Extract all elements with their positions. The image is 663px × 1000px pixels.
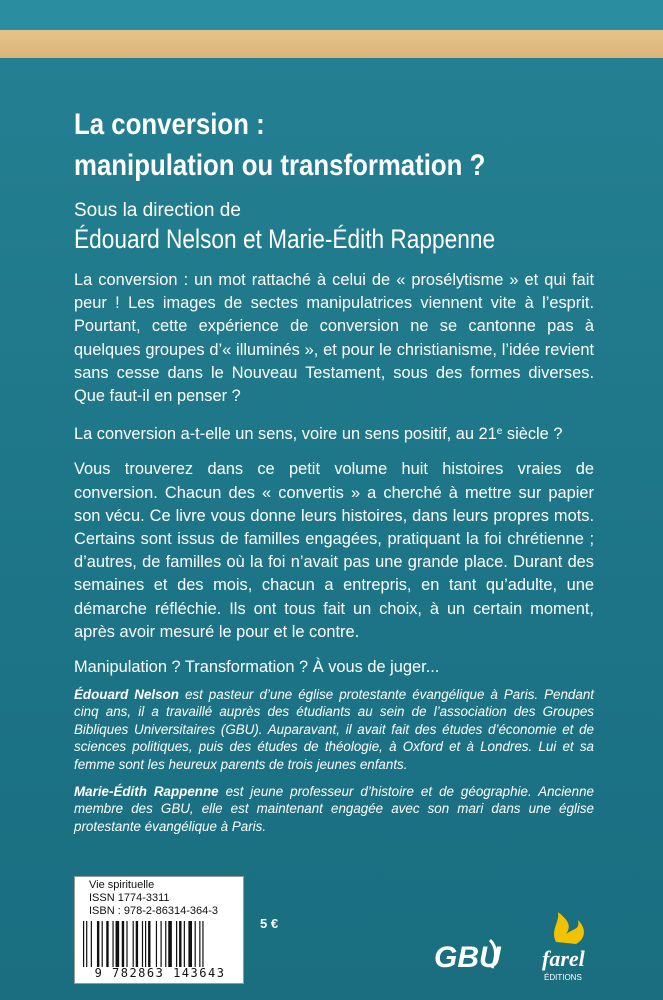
bio-nelson	[74, 686, 594, 773]
barcode-bar	[86, 921, 87, 967]
barcode-bar	[91, 921, 92, 967]
barcode-bar	[148, 921, 150, 967]
barcode-bar	[106, 921, 108, 967]
issn-label: ISSN 1774-3311	[89, 892, 170, 904]
direction-label: Sous la direction de	[74, 200, 241, 221]
barcode-bar	[165, 921, 166, 967]
blurb-p2-after: siècle ?	[502, 425, 563, 444]
barcode-bar	[112, 921, 113, 967]
barcode-digits: 9 782863 143643	[94, 966, 226, 980]
barcode-bar	[168, 921, 172, 967]
bio-rappenne-text: est jeune professeur d’histoire et de géographie. Ancienne membre des GBU, elle est maintenant engagée avec son mari dans une église protestante évangélique à Paris.	[74, 784, 594, 834]
barcode-info	[75, 877, 243, 918]
blurb-paragraph-3: Vous trouverez dans ce petit volume huit histoires vraies de conversion. Chacun des « convertis » a cherché à mettre sur papier son vécu. Ce livre vous donne leurs histoires, dans leurs propres mots. Certains sont issus de familles engagées, pratiquant la foi chrétienne ; d’autres, de familles où la foi n’avait pas une grande place. Durant des semaines et des mois, chacun a entrepris, en tant qu’adulte, une démarche réfléchie. Ils ont tous fait un choix, à un certain moment, après avoir mesuré le pour et le contre.	[74, 460, 594, 641]
category-label: Vie spirituelle	[89, 879, 155, 891]
barcode-bar	[202, 921, 203, 967]
blurb-paragraph-2	[74, 420, 594, 446]
barcode-bar	[116, 921, 120, 967]
farel-logo-sub: ÉDITIONS	[544, 973, 582, 982]
barcode-bar	[83, 921, 84, 967]
bio-nelson-text: est pasteur d’une église protestante évangélique à Paris. Pendant cinq ans, il a travaillé auprès des étudiants au sein de l’association des Groupes Bibliques Universitaires (GBU). Auparavant, il avait fait des études d’économie et de sciences politiques, puis des études de théologie, à Oxford et à Londres. Lui et sa femme sont les heureux parents de trois jeunes enfants.	[74, 687, 594, 772]
gbu-logo-text: GBU	[434, 941, 501, 974]
bio-rappenne	[74, 783, 594, 835]
barcode-bars	[81, 921, 239, 967]
isbn-label: ISBN : 978-2-86314-364-3	[89, 905, 219, 917]
barcode-bar	[199, 921, 200, 967]
barcode-bar	[161, 921, 162, 967]
barcode-bar	[195, 921, 196, 967]
barcode-bar	[145, 921, 146, 967]
farel-logo-text: farel	[542, 946, 585, 971]
farel-flame-icon	[554, 912, 584, 944]
editors-names: Édouard Nelson et Marie-Édith Rappenne	[74, 224, 496, 254]
title-line-2: manipulation ou transformation ?	[74, 149, 486, 182]
top-decorative-band	[0, 0, 663, 58]
barcode-bar	[102, 921, 103, 967]
price-label: 5 €	[260, 916, 279, 931]
bio-nelson-name: Édouard Nelson	[74, 687, 179, 702]
barcode-bar	[133, 921, 134, 967]
bio-rappenne-name: Marie-Édith Rappenne	[74, 784, 219, 800]
farel-logo	[536, 912, 598, 986]
barcode-bar	[188, 921, 192, 967]
barcode-bar	[179, 921, 181, 967]
barcode-box	[74, 876, 244, 984]
blurb-paragraph-1: La conversion : un mot rattaché à celui de « prosélytisme » et qui fait peur ! Les images de sectes manipulatrices viennent vite à l’esprit. Pourtant, cette expérience de conversion ne se cantonne pas à quelques groupes d’« illuminés », et pour le christianisme, l’idée revient sans cesse dans le Nouveau Testament, sous des formes diverses. Que faut-il en penser ?	[74, 271, 594, 406]
barcode-bar	[156, 921, 157, 967]
blurb-paragraph-4: Manipulation ? Transformation ? À vous de juger...	[74, 658, 440, 677]
blurb-p2-before: La conversion a-t-elle un sens, voire un sens positif, au 21	[74, 425, 497, 444]
author-bios	[74, 686, 594, 845]
barcode-bar	[136, 921, 138, 967]
gbu-logo	[432, 936, 512, 974]
barcode-bar	[122, 921, 124, 967]
barcode-bar	[142, 921, 143, 967]
barcode-bar	[97, 921, 99, 967]
title-line-1: La conversion :	[74, 108, 265, 141]
blurb-text	[74, 269, 594, 691]
barcode-bar	[176, 921, 177, 967]
blurb-p2-sup: e	[496, 426, 503, 438]
barcode-bar	[126, 921, 127, 967]
barcode-bar	[184, 921, 185, 967]
book-title	[74, 104, 556, 186]
